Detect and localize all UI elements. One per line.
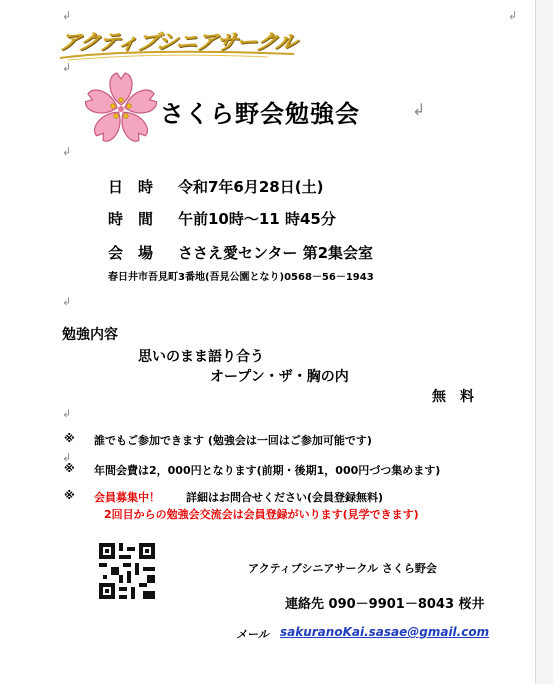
paragraph-mark-icon: ↲ xyxy=(62,61,72,74)
study-line-2: オープン・ザ・胸の内 xyxy=(210,369,349,385)
note-marker: ※ xyxy=(64,462,75,475)
note-3: 詳細はお問合せください(会員登録無料) xyxy=(186,491,384,504)
contact-phone: 連絡先 090－9901－8043 桜井 xyxy=(285,597,485,612)
paragraph-mark-icon: ↲ xyxy=(62,145,72,158)
paragraph-mark-icon: ↲ xyxy=(62,295,72,308)
note-1: 誰でもご参加できます (勉強会は一回はご参加可能です) xyxy=(94,434,372,447)
member-recruit-text: 会員募集中！ xyxy=(94,491,160,504)
time-value: 午前10時～11 時45分 xyxy=(178,210,336,228)
paragraph-mark-icon: ↲ xyxy=(412,100,426,119)
circle-name-logo: アクティブシニアサークル xyxy=(57,30,299,54)
note-4: 2回目からの勉強会交流会は会員登録がいります(見学できます) xyxy=(104,508,419,521)
email-link[interactable]: sakuranoKai.sasae@gmail.com xyxy=(280,625,490,639)
note-marker: ※ xyxy=(64,489,75,502)
place-label: 会 場 xyxy=(108,244,154,262)
address-line: 春日井市吾見町3番地(吾見公園となり)0568－56－1943 xyxy=(108,272,374,283)
place-value: ささえ愛センター 第2集会室 xyxy=(178,244,374,262)
page-title: さくら野会勉強会 xyxy=(160,100,360,128)
mail-label: メール xyxy=(236,628,269,641)
paragraph-mark-icon: ↲ xyxy=(62,451,72,464)
qr-code-icon[interactable] xyxy=(99,543,155,599)
gold-swoosh-decoration xyxy=(58,48,298,62)
note-2: 年間会費は2，000円となります(前期・後期1，000円づつ集めます) xyxy=(94,464,441,477)
study-heading: 勉強内容 xyxy=(62,327,118,343)
note-marker: ※ xyxy=(64,432,75,445)
time-label: 時 間 xyxy=(108,210,154,228)
paragraph-mark-icon: ↲ xyxy=(62,407,72,420)
vertical-scrollbar[interactable] xyxy=(536,0,553,684)
paragraph-mark-icon: ↲ xyxy=(508,9,518,22)
paragraph-mark-icon: ↲ xyxy=(62,9,72,22)
organization-name: アクティブシニアサークル さくら野会 xyxy=(248,562,437,575)
date-label: 日 時 xyxy=(108,178,154,196)
date-value: 令和7年6月28日(土) xyxy=(178,178,324,196)
study-line-1: 思いのまま語り合う xyxy=(138,349,264,365)
cherry-blossom-icon xyxy=(82,70,160,148)
fee-text: 無 料 xyxy=(432,389,474,405)
